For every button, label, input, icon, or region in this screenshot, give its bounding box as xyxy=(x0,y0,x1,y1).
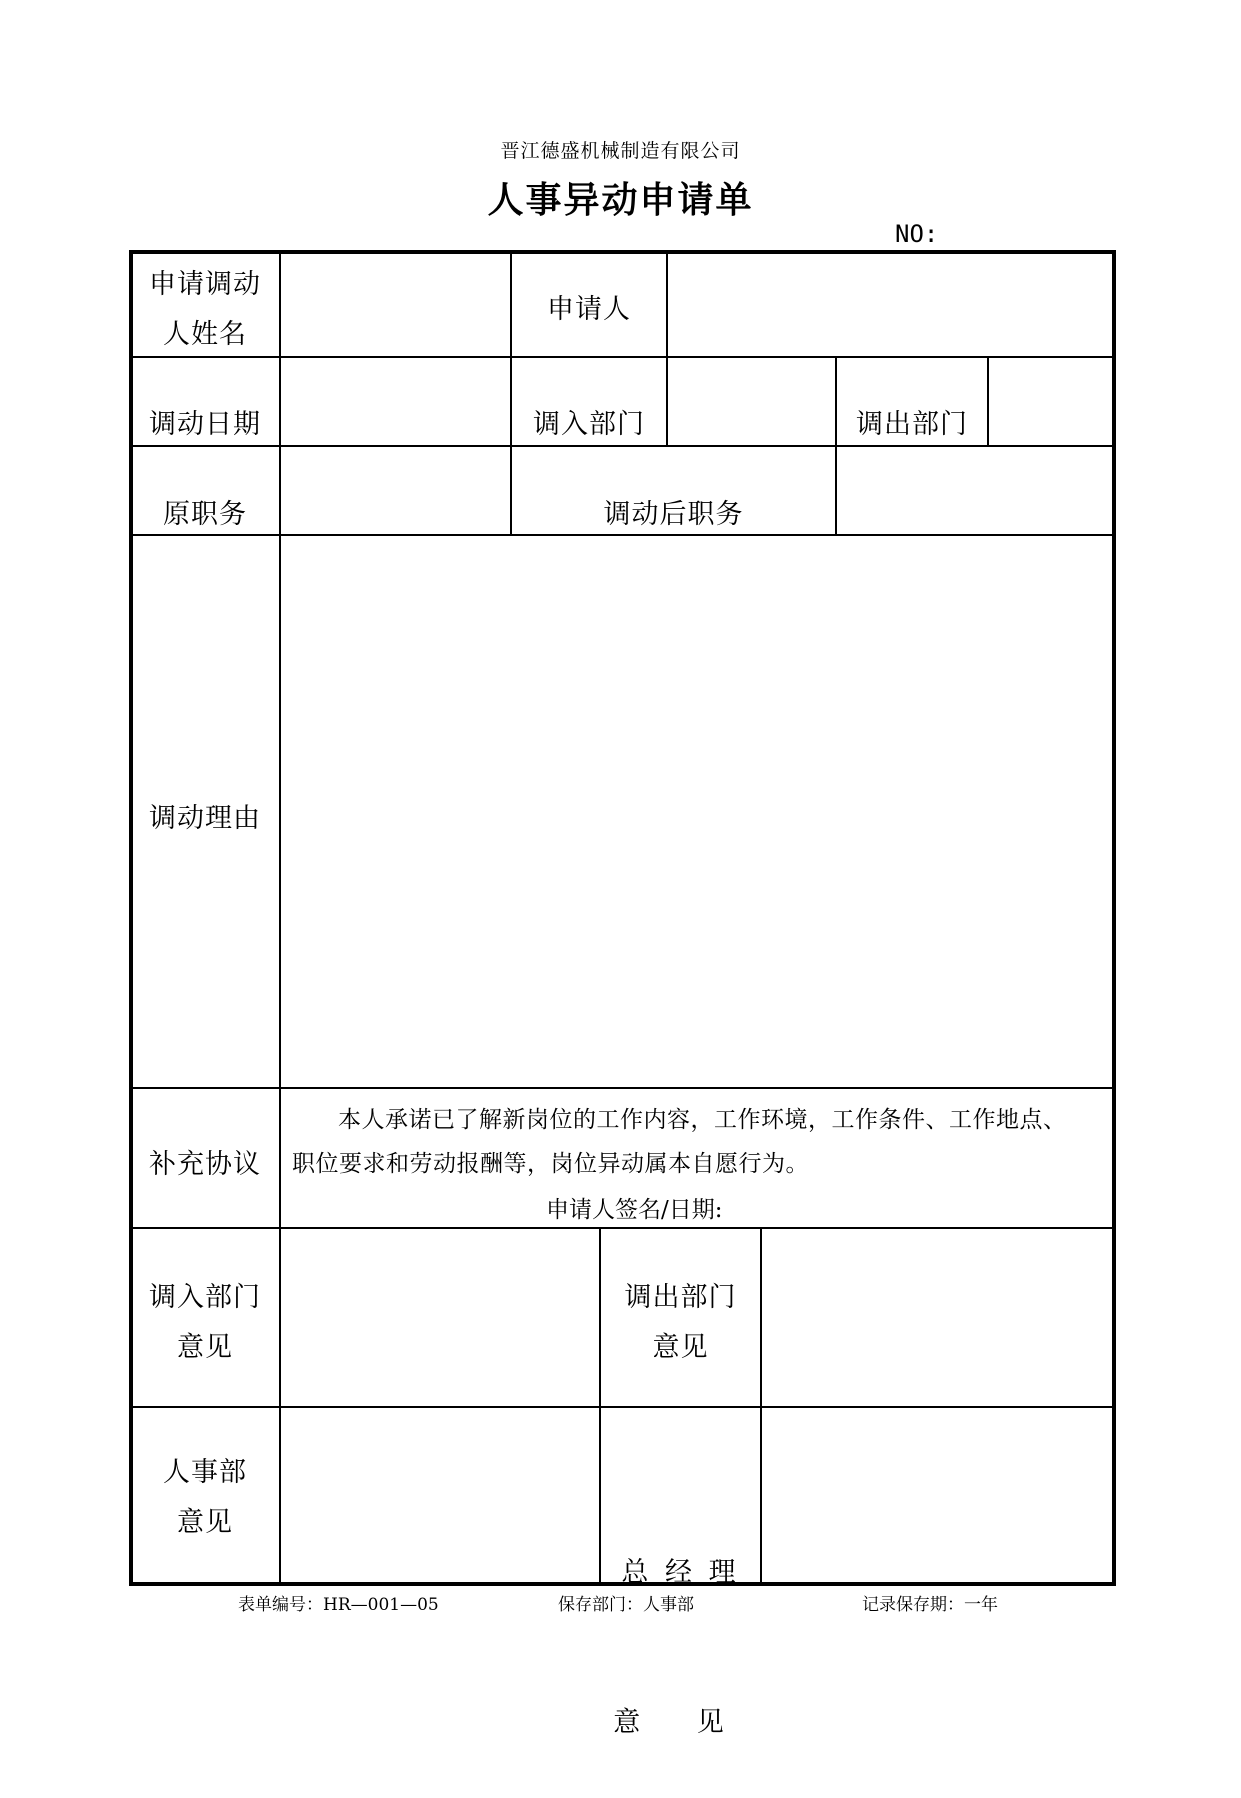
out-dept-opinion-field[interactable] xyxy=(762,1229,1112,1406)
out-dept-opinion-label: 调出部门 意见 xyxy=(624,1282,737,1363)
in-dept-opinion-field[interactable] xyxy=(281,1229,599,1406)
original-position-field[interactable] xyxy=(281,447,510,534)
transfer-date-label: 调动日期 xyxy=(149,409,261,440)
hr-opinion-field[interactable] xyxy=(281,1408,599,1584)
requester-label: 申请人 xyxy=(547,294,631,325)
keeping-department: 保存部门：人事部 xyxy=(558,1595,694,1615)
in-dept-opinion-label: 调入部门 意见 xyxy=(149,1282,261,1363)
in-dept-label: 调入部门 xyxy=(533,409,645,440)
gm-opinion-label: 总 经 理 意 见 xyxy=(613,1557,748,1738)
reason-field[interactable] xyxy=(281,536,1112,1087)
retention-period: 记录保存期：一年 xyxy=(862,1595,998,1615)
in-dept-field[interactable] xyxy=(668,358,835,445)
form-number-label: NO: xyxy=(895,220,939,248)
hr-opinion-label: 人事部 意见 xyxy=(163,1457,247,1538)
company-name: 晋江德盛机械制造有限公司 xyxy=(500,140,741,162)
gm-opinion-field[interactable] xyxy=(762,1408,1112,1584)
original-position-label: 原职务 xyxy=(163,499,247,530)
requester-field[interactable] xyxy=(668,254,1112,356)
applicant-name-label: 申请调动 人姓名 xyxy=(149,269,261,350)
agreement-label: 补充协议 xyxy=(149,1149,261,1180)
signature-label: 申请人签名/日期: xyxy=(546,1197,723,1223)
out-dept-field[interactable] xyxy=(989,358,1112,445)
form-code: 表单编号：HR—001—05 xyxy=(238,1595,439,1615)
out-dept-label: 调出部门 xyxy=(856,409,968,440)
form-title: 人事异动申请单 xyxy=(487,180,754,221)
agreement-text: 本人承诺已了解新岗位的工作内容，工作环境，工作条件、工作地点、 职位要求和劳动报酬等，岗位异动属本自愿行为。 xyxy=(292,1107,1067,1177)
transfer-date-field[interactable] xyxy=(281,358,510,445)
applicant-name-field[interactable] xyxy=(281,254,510,356)
new-position-label: 调动后职务 xyxy=(603,499,744,530)
new-position-field[interactable] xyxy=(837,447,1112,534)
reason-label: 调动理由 xyxy=(149,803,261,834)
